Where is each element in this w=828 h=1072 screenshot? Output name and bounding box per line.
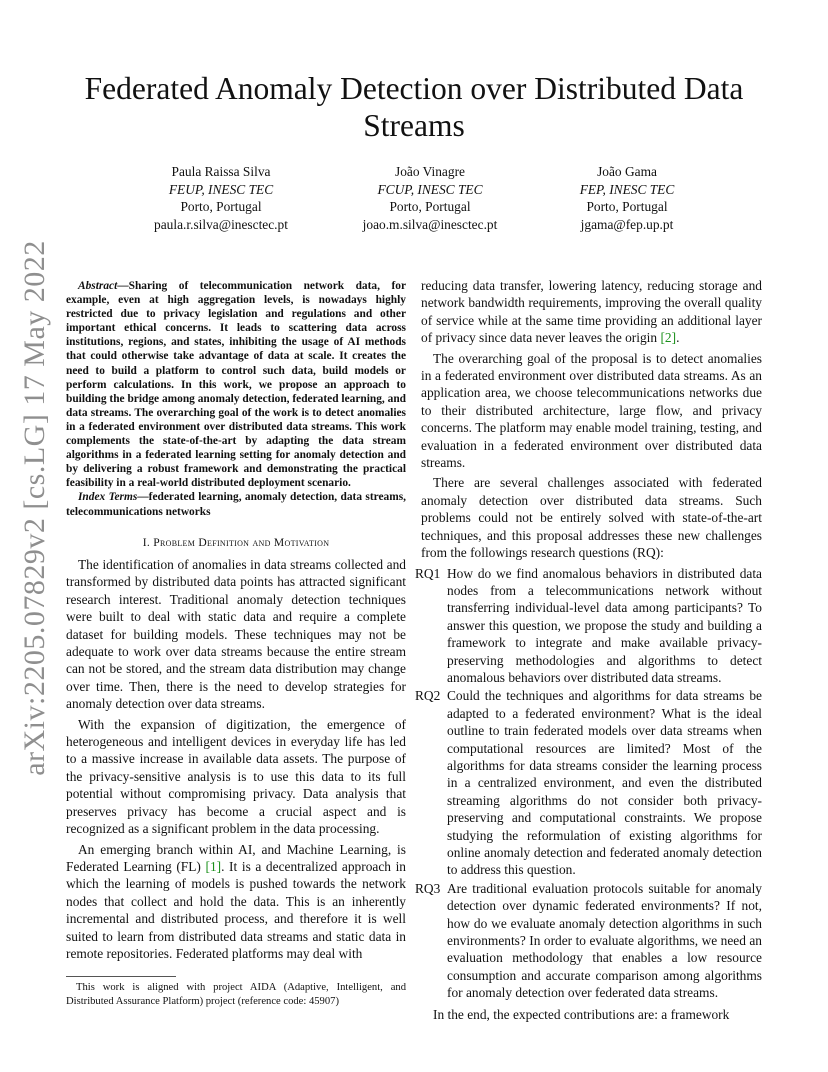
rq-text: Are traditional evaluation protocols suitable for anomaly detection over dynamic federated environments? If not, how do we evaluate anomaly detection algorithms in such environments? In order to evaluate algorithms, we need an evaluation methodology that enables a low resource consumption and accurate comparison among algorithms for anomaly detection over federated data streams. — [447, 880, 762, 1001]
author-affiliation: FEP, INESC TEC — [579, 181, 675, 197]
paragraph: In the end, the expected contributions are: a framework — [433, 1006, 730, 1022]
abstract-body: —Sharing of telecommunication network data, for example, even at high aggregation levels, is nowadays highly restricted due to privacy legislation and regulations and other important ethical concerns. It leads to scattering data across institutions, regions, and states, inhibiting the usage of AI methods that could otherwise take advantage of data at scale. It creates the need to build a platform to control such data, build models or perform calculations. In this work, we propose an approach to building the bridge among anomaly detection, federated learning, and data streams. The overarching goal of the work is to detect anomalies in a federated environment over distributed data streams. This work complements the state-of-the-art by adapting the data stream algorithms in a federated learning setting for anomaly detection and by delivering a robust framework and demonstrating the practical feasibility in a real-world distributed deployment scenario. — [66, 280, 406, 490]
author-3 — [517, 163, 737, 233]
rq-text: Could the techniques and algorithms for data streams be adapted to a federated environment? What is the ideal outline to train federated models over data streams when computational resources are limited? Most of the algorithms for data streams consider the learning process in a centralized environment, and even the distributed streaming algorithms do not consider both privacy-preserving and computational constraints. We propose studying the reformulation of existing algorithms for online anomaly detection and federated anomaly detection to address this question. — [447, 688, 762, 878]
footnote-rule — [66, 976, 176, 977]
index-terms — [66, 490, 406, 518]
research-question-2 — [415, 687, 762, 878]
author-name: Paula Raissa Silva — [171, 164, 271, 179]
paper-title: Federated Anomaly Detection over Distributed Data Streams — [84, 71, 744, 143]
rq-label: RQ3 — [415, 880, 441, 896]
paragraph-text: . — [676, 330, 680, 346]
paragraph: The overarching goal of the proposal is to detect anomalies in a federated environment over distributed data streams. As an application area, we choose telecommunications networks due to their distributed architecture, large flow, and privacy concerns. The platform may enable model training, testing, and evaluation in a federated environment over distributed data streams. — [421, 350, 762, 471]
rq-text: How do we find anomalous behaviors in distributed data nodes from a telecommunications network without transferring individual-level data among participants? To answer this question, we propose the study and building a framework to integrate and make available privacy-preserving methodologies and algorithms to detect anomalous behaviors over distributed data streams. — [447, 565, 762, 685]
rq-label: RQ1 — [415, 565, 441, 581]
citation-link[interactable]: [2] — [660, 330, 677, 346]
abstract-lead: Abstract — [78, 280, 118, 292]
author-2 — [320, 163, 540, 233]
index-terms-body: —federated learning, anomaly detection, data streams, telecommunications networks — [66, 491, 406, 518]
right-column — [415, 277, 762, 1026]
author-email: jgama@fep.up.pt — [580, 216, 674, 232]
left-column — [66, 279, 406, 1008]
author-name: João Vinagre — [395, 164, 465, 179]
citation-link[interactable]: [1] — [205, 858, 222, 874]
footnote: This work is aligned with project AIDA (Adaptive, Intelligent, and Distributed Assurance Platform) project (reference code: 45907) — [66, 982, 406, 1007]
paragraph: With the expansion of digitization, the emergence of heterogeneous and intelligent devices in everyday life has led to a massive increase in available data assets. The purpose of the privacy-sensitive analysis is to use this data to its full potential without compromising privacy. Data analysis that preserves privacy has become a crucial aspect and is recognized as a significant problem in the data processing. — [66, 716, 406, 837]
author-email: paula.r.silva@inesctec.pt — [154, 216, 288, 232]
paragraph — [66, 841, 406, 963]
paragraph: The identification of anomalies in data streams collected and transformed by distributed data points has attracted significant research interest. Traditional anomaly detection techniques were built to deal with static data and require a complete dataset for building models. These techniques may not be adequate to work over data streams because the entire stream can not be stored, and the stream data distribution may change over time. Then, there is the need to develop strategies for anomaly detection over data streams. — [66, 557, 406, 712]
arxiv-stamp: arXiv:2205.07829v2 [cs.LG] 17 May 2022 — [18, 240, 51, 776]
arxiv-sidebar — [16, 240, 54, 776]
section-heading: I. Problem Definition and Motivation — [142, 535, 330, 549]
rq-label: RQ2 — [415, 688, 441, 704]
research-question-1 — [415, 565, 762, 687]
author-affiliation: FCUP, INESC TEC — [377, 181, 483, 197]
research-question-3 — [415, 880, 762, 1002]
paragraph-text: An emerging branch within AI, and Machine Learning, is Federated Learning (FL) — [66, 841, 406, 874]
paragraph-text: . It is a decentralized approach in which the learning of models is pushed towards the network nodes that collect and hold the data. This is an inherently incremental and distributed process, and therefore it is well suited to learn from distributed data streams and static data in remote repositories. Federated platforms may deal with — [66, 858, 406, 961]
index-terms-lead: Index Terms — [78, 491, 138, 504]
paragraph — [421, 277, 762, 347]
author-1 — [111, 163, 331, 233]
author-email: joao.m.silva@inesctec.pt — [362, 216, 498, 232]
author-location: Porto, Portugal — [389, 199, 471, 214]
paragraph-text: reducing data transfer, lowering latency, reducing storage and network bandwidth requirements, improving the overall quality of service while at the same time providing an additional layer of privacy since data never leaves the origin — [421, 278, 762, 346]
author-name: João Gama — [597, 164, 657, 179]
paragraph: There are several challenges associated with federated anomaly detection over distributed data streams. Such problems could not be entirely solved with state-of-the-art techniques, and this proposal addresses these new challenges from the followings research questions (RQ): — [421, 475, 762, 561]
abstract — [66, 279, 406, 490]
author-location: Porto, Portugal — [180, 199, 262, 214]
author-location: Porto, Portugal — [586, 199, 668, 214]
author-affiliation: FEUP, INESC TEC — [168, 181, 274, 197]
